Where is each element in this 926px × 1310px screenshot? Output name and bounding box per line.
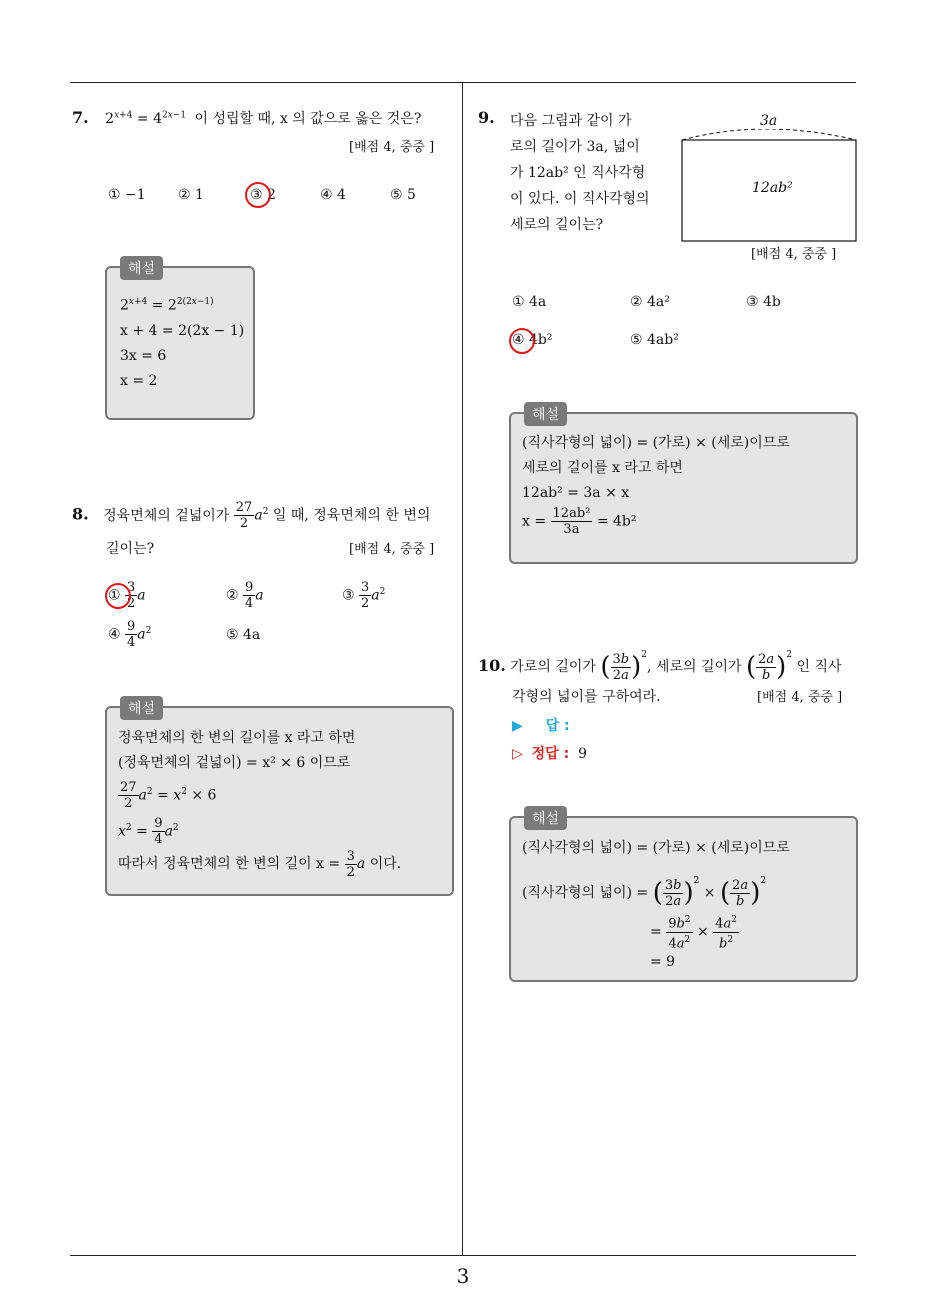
question-meta: [배점 4, 중중 ]	[349, 140, 435, 155]
solution-line: = $\frac{9b^2}{4a^2}$ × $\frac{4a^2}{b^2}$	[650, 915, 737, 951]
correct-value: 9	[578, 746, 587, 762]
solution-line: (직사각형의 넓이) = (가로) × (세로)이므로	[522, 435, 790, 451]
question-equation: $2^{x+4} = 4^{2x-1}$	[105, 110, 187, 127]
choice-3[interactable]: ③ 2	[250, 187, 276, 203]
page-number: 3	[456, 1264, 470, 1288]
solution-line: 따라서 정육면체의 한 변의 길이 x = $\frac{3}{2}$ a 이다.	[118, 848, 402, 880]
solution-body	[522, 431, 790, 537]
question-text: 길이는?	[106, 541, 155, 557]
question-meta: [배점 4, 중중 ]	[751, 247, 837, 262]
question-text: 각형의 넓이를 구하여라.	[512, 689, 661, 705]
question-text: 가로의 길이가	[510, 659, 596, 675]
solution-line: 정육면체의 한 변의 길이를 x 라고 하면	[118, 730, 356, 746]
solution-tag: 해설	[120, 696, 163, 720]
play-arrow-icon: ▶	[512, 718, 523, 734]
solution-line: 12ab² = 3a × x	[522, 485, 630, 501]
answer-input-row[interactable]	[512, 715, 570, 735]
choice-1[interactable]: ① 4a	[512, 294, 547, 310]
question-7	[72, 108, 421, 128]
solution-line: $\frac{27}{2}$ $a^2 = x^2 \times 6$	[120, 780, 217, 812]
solution-line: 3x = 6	[120, 347, 167, 364]
solution-tag: 해설	[524, 806, 567, 830]
solution-line: 세로의 길이를 x 라고 하면	[522, 460, 683, 476]
question-number: 9.	[478, 108, 495, 127]
question-10: 10. 가로의 길이가 ( $\frac{3b}{2a}$ )$^2$, 세로의 길이가 ( $\frac{2a}{b}$ )$^2$ 인 직사	[478, 650, 842, 683]
choice-5[interactable]: ⑤ 5	[390, 187, 416, 203]
solution-line: (정육면체의 겉넓이) = x² × 6 이므로	[118, 755, 351, 771]
choice-4[interactable]: ④ 4	[320, 187, 346, 203]
answer-mark-circle	[509, 328, 535, 354]
answer-mark-circle	[105, 583, 131, 609]
correct-answer-row	[512, 743, 587, 763]
answer-label: 답 :	[545, 718, 570, 734]
question-text: 다음 그림과 같이 가 로의 길이가 3a, 넓이 가 12ab² 인 직사각형 이 있다. 이 직사각형의 세로의 길이는?	[510, 113, 650, 233]
choice-5[interactable]: ⑤ 4a	[226, 627, 261, 643]
question-text: 인 직사	[796, 659, 842, 675]
figure-inner-label: 12ab²	[752, 180, 793, 196]
figure-top-label: 3a	[757, 113, 780, 129]
rectangle-figure	[676, 112, 860, 244]
question-meta: [배점 4, 중중 ]	[349, 542, 435, 557]
choice-2[interactable]: ② 4a²	[630, 294, 670, 310]
solution-line: $x^2$ = $\frac{9}{4}$ $a^2$	[118, 815, 179, 847]
question-text: , 세로의 길이가	[647, 659, 742, 675]
correct-label: 정답 :	[531, 746, 570, 762]
solution-body	[522, 836, 790, 973]
choice-2[interactable]: ② 1	[178, 187, 204, 203]
choice-2[interactable]: ② $\frac{9}{4}$ a	[226, 580, 264, 611]
solution-line: x = 2	[120, 372, 158, 389]
bottom-rule	[70, 1255, 856, 1256]
solution-line: (직사각형의 넓이) = ( $\frac{3b}{2a}$ )$^2$ × ( $\frac{2a}{b}$ )$^2$	[522, 876, 767, 909]
question-8: 8. 정육면체의 겉넓이가 $\frac{27}{2}$ $a^2$ 일 때, 정육면체의 한 변의	[72, 500, 431, 531]
question-text: 일 때, 정육면체의 한 변의	[272, 507, 431, 524]
choice-1[interactable]: ① −1	[108, 187, 146, 203]
question-text: 이 성립할 때, x 의 값으로 옳은 것은?	[194, 111, 422, 127]
solution-line: (직사각형의 넓이) = (가로) × (세로)이므로	[522, 840, 790, 856]
answer-mark-circle	[245, 182, 271, 208]
solution-body	[118, 726, 401, 881]
choice-1[interactable]: ① $\frac{3}{2}$ a	[108, 580, 146, 611]
solution-tag: 해설	[120, 256, 163, 280]
top-rule	[70, 82, 856, 83]
solution-tag: 해설	[524, 402, 567, 426]
choice-3[interactable]: ③ $\frac{3}{2}$ $a^2$	[342, 580, 386, 611]
choice-5[interactable]: ⑤ 4ab²	[630, 332, 679, 348]
question-number: 10.	[478, 656, 506, 675]
dimension-arc	[682, 129, 856, 140]
choice-4[interactable]: ④ 4b²	[512, 332, 553, 348]
question-meta: [배점 4, 중중 ]	[757, 690, 843, 705]
choice-3[interactable]: ③ 4b	[746, 294, 781, 310]
fraction: $\frac{27}{2}$	[235, 500, 253, 531]
solution-line: $2^{x+4} = 2^{2(2x-1)}$	[120, 297, 214, 314]
question-number: 8.	[72, 504, 89, 524]
solution-line: x + 4 = 2(2x − 1)	[120, 322, 245, 339]
question-number: 7.	[72, 108, 89, 127]
solution-body	[120, 290, 244, 394]
column-divider	[462, 83, 463, 1255]
solution-line: x = $\frac{\text{12ab²}}{3a}$ = 4b²	[522, 506, 637, 537]
solution-line: = 9	[650, 954, 676, 970]
outline-arrow-icon: ▷	[512, 746, 523, 762]
question-text: 정육면체의 겉넓이가	[103, 507, 230, 524]
choice-4[interactable]: ④ $\frac{9}{4}$ $a^2$	[108, 619, 152, 650]
